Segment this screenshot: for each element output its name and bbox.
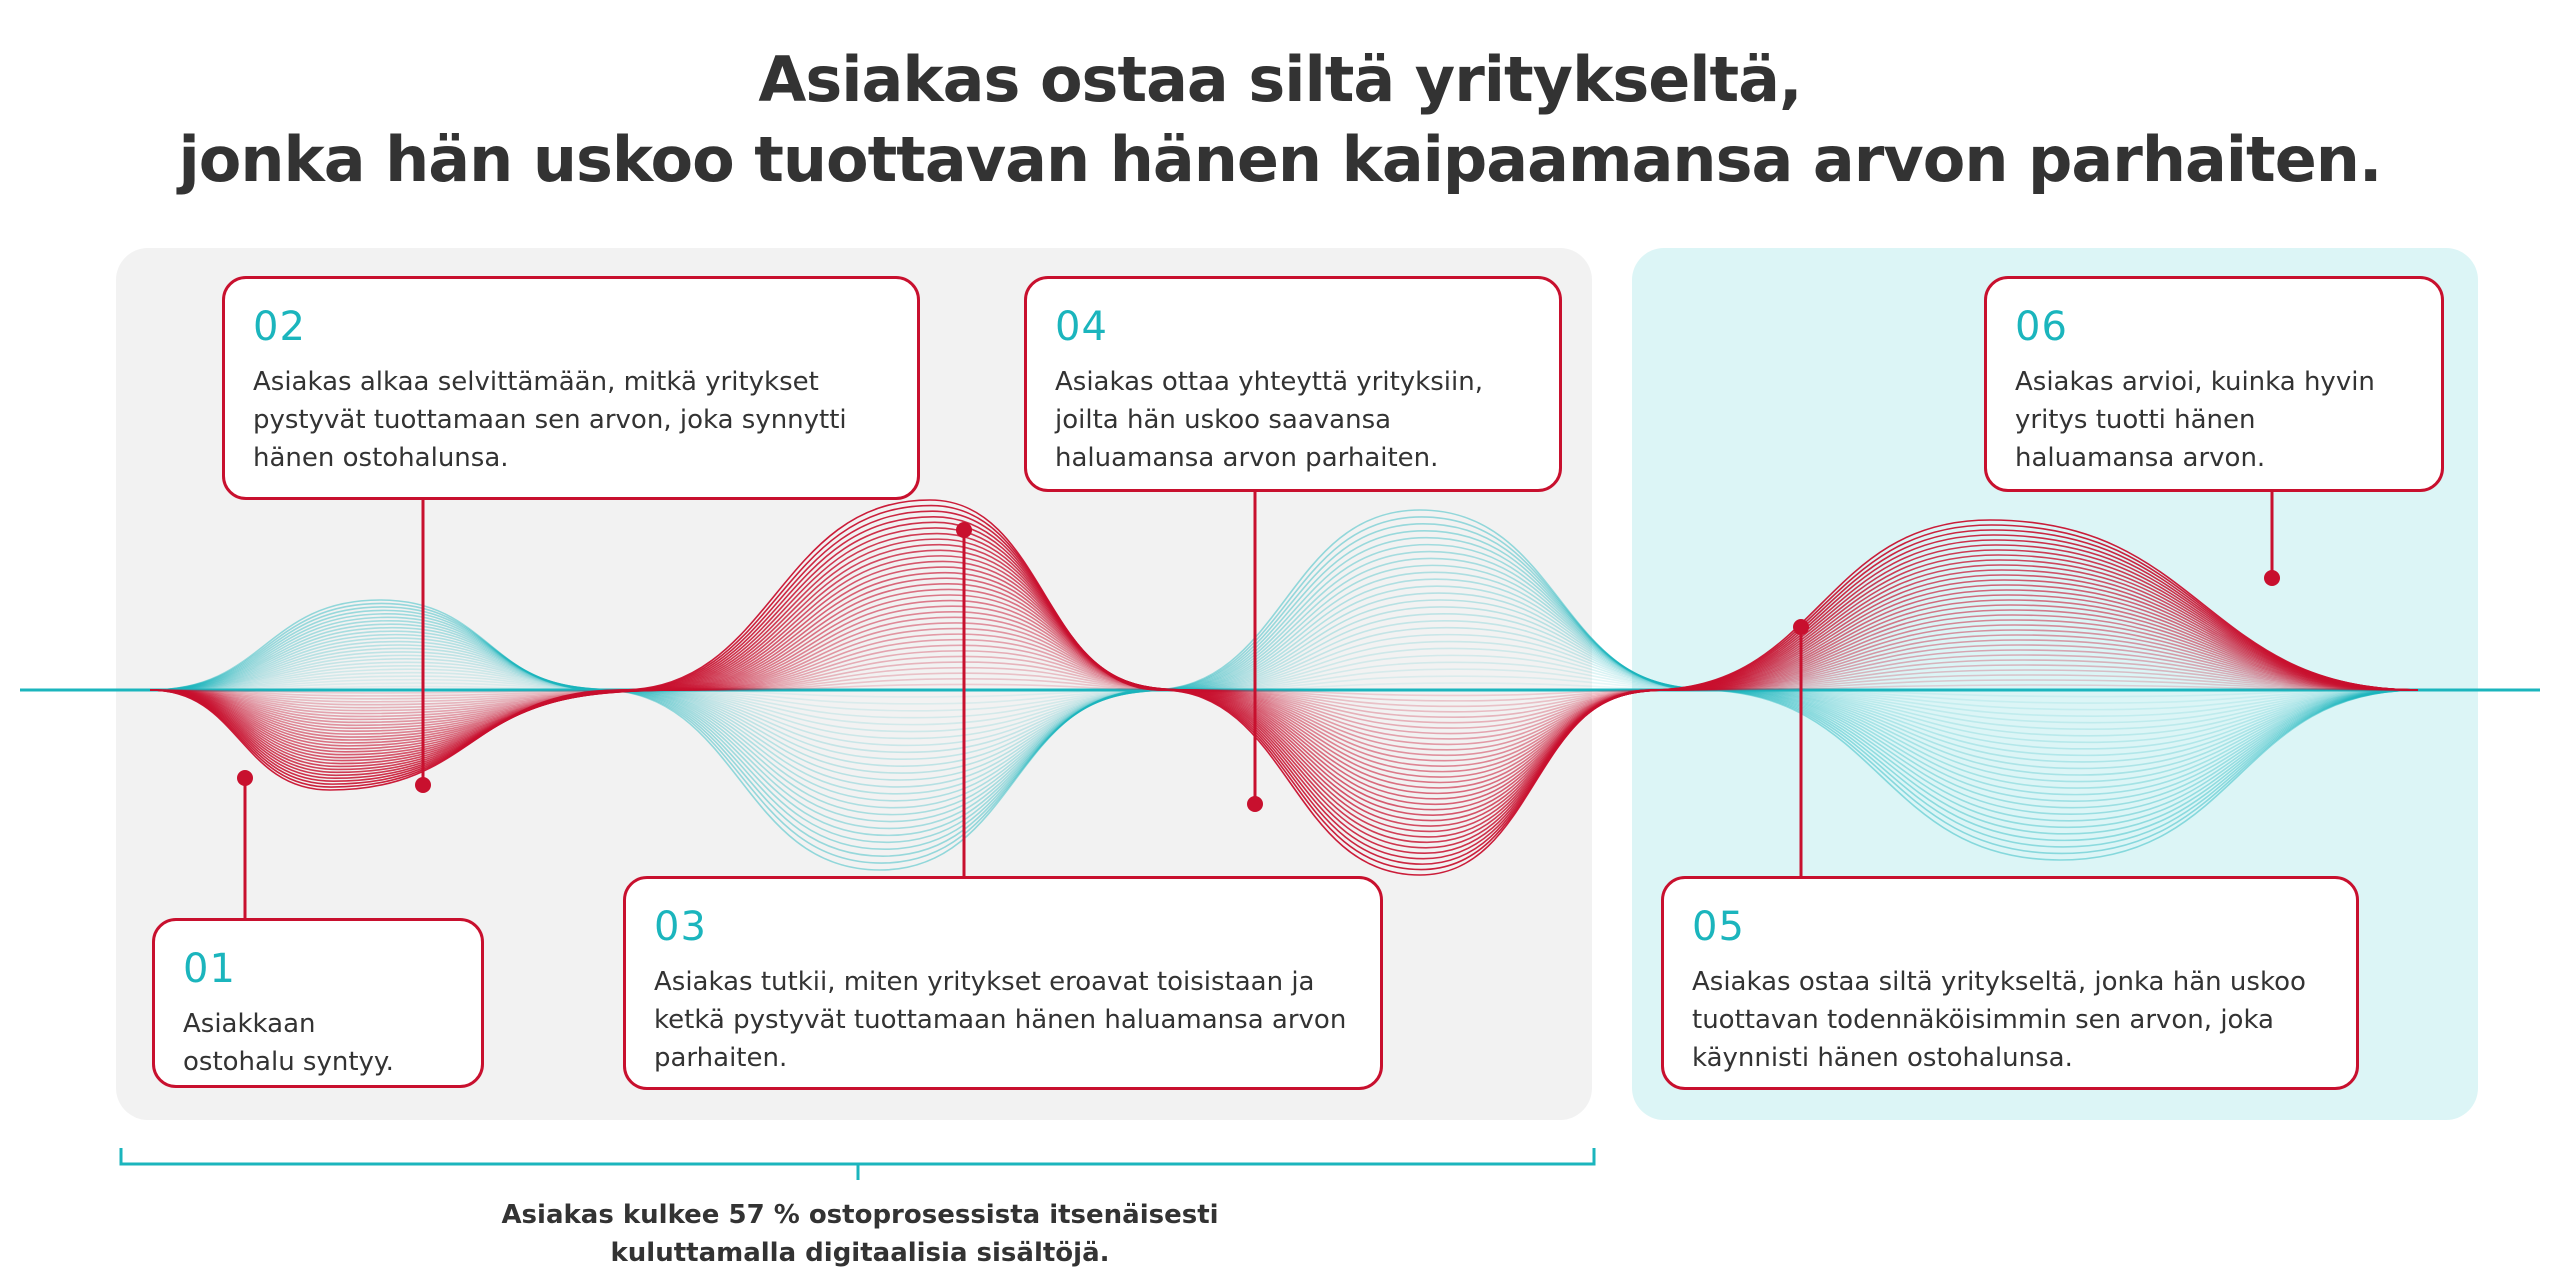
bracket-note-line-1: Asiakas kulkee 57 % ostoprosessista itsenäisesti (501, 1200, 1219, 1230)
step-card-05 (1661, 876, 2359, 1090)
step-number: 04 (1055, 304, 1108, 350)
step-number: 05 (1692, 904, 1745, 950)
step-text: Asiakas ottaa yhteyttä yrityksiin, joilta hän uskoo saavansa haluamansa arvon parhaiten. (1055, 367, 1483, 473)
title-line-1: Asiakas ostaa siltä yritykseltä, (758, 43, 1802, 116)
step-number: 03 (654, 904, 707, 950)
connector-dot-2 (415, 777, 431, 793)
step-card-02 (222, 276, 920, 500)
bracket-note-line-2: kuluttamalla digitaalisia sisältöjä. (610, 1238, 1110, 1268)
step-text: Asiakas tutkii, miten yritykset eroavat toisistaan ja ketkä pystyvät tuottamaan hänen haluamansa arvon parhaiten. (654, 967, 1347, 1073)
connector-dot-1 (237, 770, 253, 786)
step-number: 01 (183, 946, 236, 992)
connector-dot-5 (1793, 619, 1809, 635)
title-line-2: jonka hän uskoo tuottavan hänen kaipaamansa arvon parhaiten. (178, 123, 2382, 196)
step-card-03 (623, 876, 1383, 1090)
step-text: Asiakas ostaa siltä yritykseltä, jonka hän uskoo tuottavan todennäköisimmin sen arvon, joka käynnisti hänen ostohalunsa. (1692, 967, 2306, 1073)
step-card-04 (1024, 276, 1562, 492)
step-number: 06 (2015, 304, 2068, 350)
phase-bracket (121, 1148, 1594, 1180)
bracket-note (420, 1196, 1300, 1272)
connector-dot-3 (956, 522, 972, 538)
step-text: Asiakas arvioi, kuinka hyvin yritys tuotti hänen haluamansa arvon. (2015, 367, 2375, 473)
step-text: Asiakkaan ostohalu syntyy. (183, 1009, 394, 1077)
connector-dot-4 (1247, 796, 1263, 812)
connector-dot-6 (2264, 570, 2280, 586)
step-text: Asiakas alkaa selvittämään, mitkä yritykset pystyvät tuottamaan sen arvon, joka synnytti hänen ostohalunsa. (253, 367, 847, 473)
step-card-01 (152, 918, 484, 1088)
step-card-06 (1984, 276, 2444, 492)
step-number: 02 (253, 304, 306, 350)
